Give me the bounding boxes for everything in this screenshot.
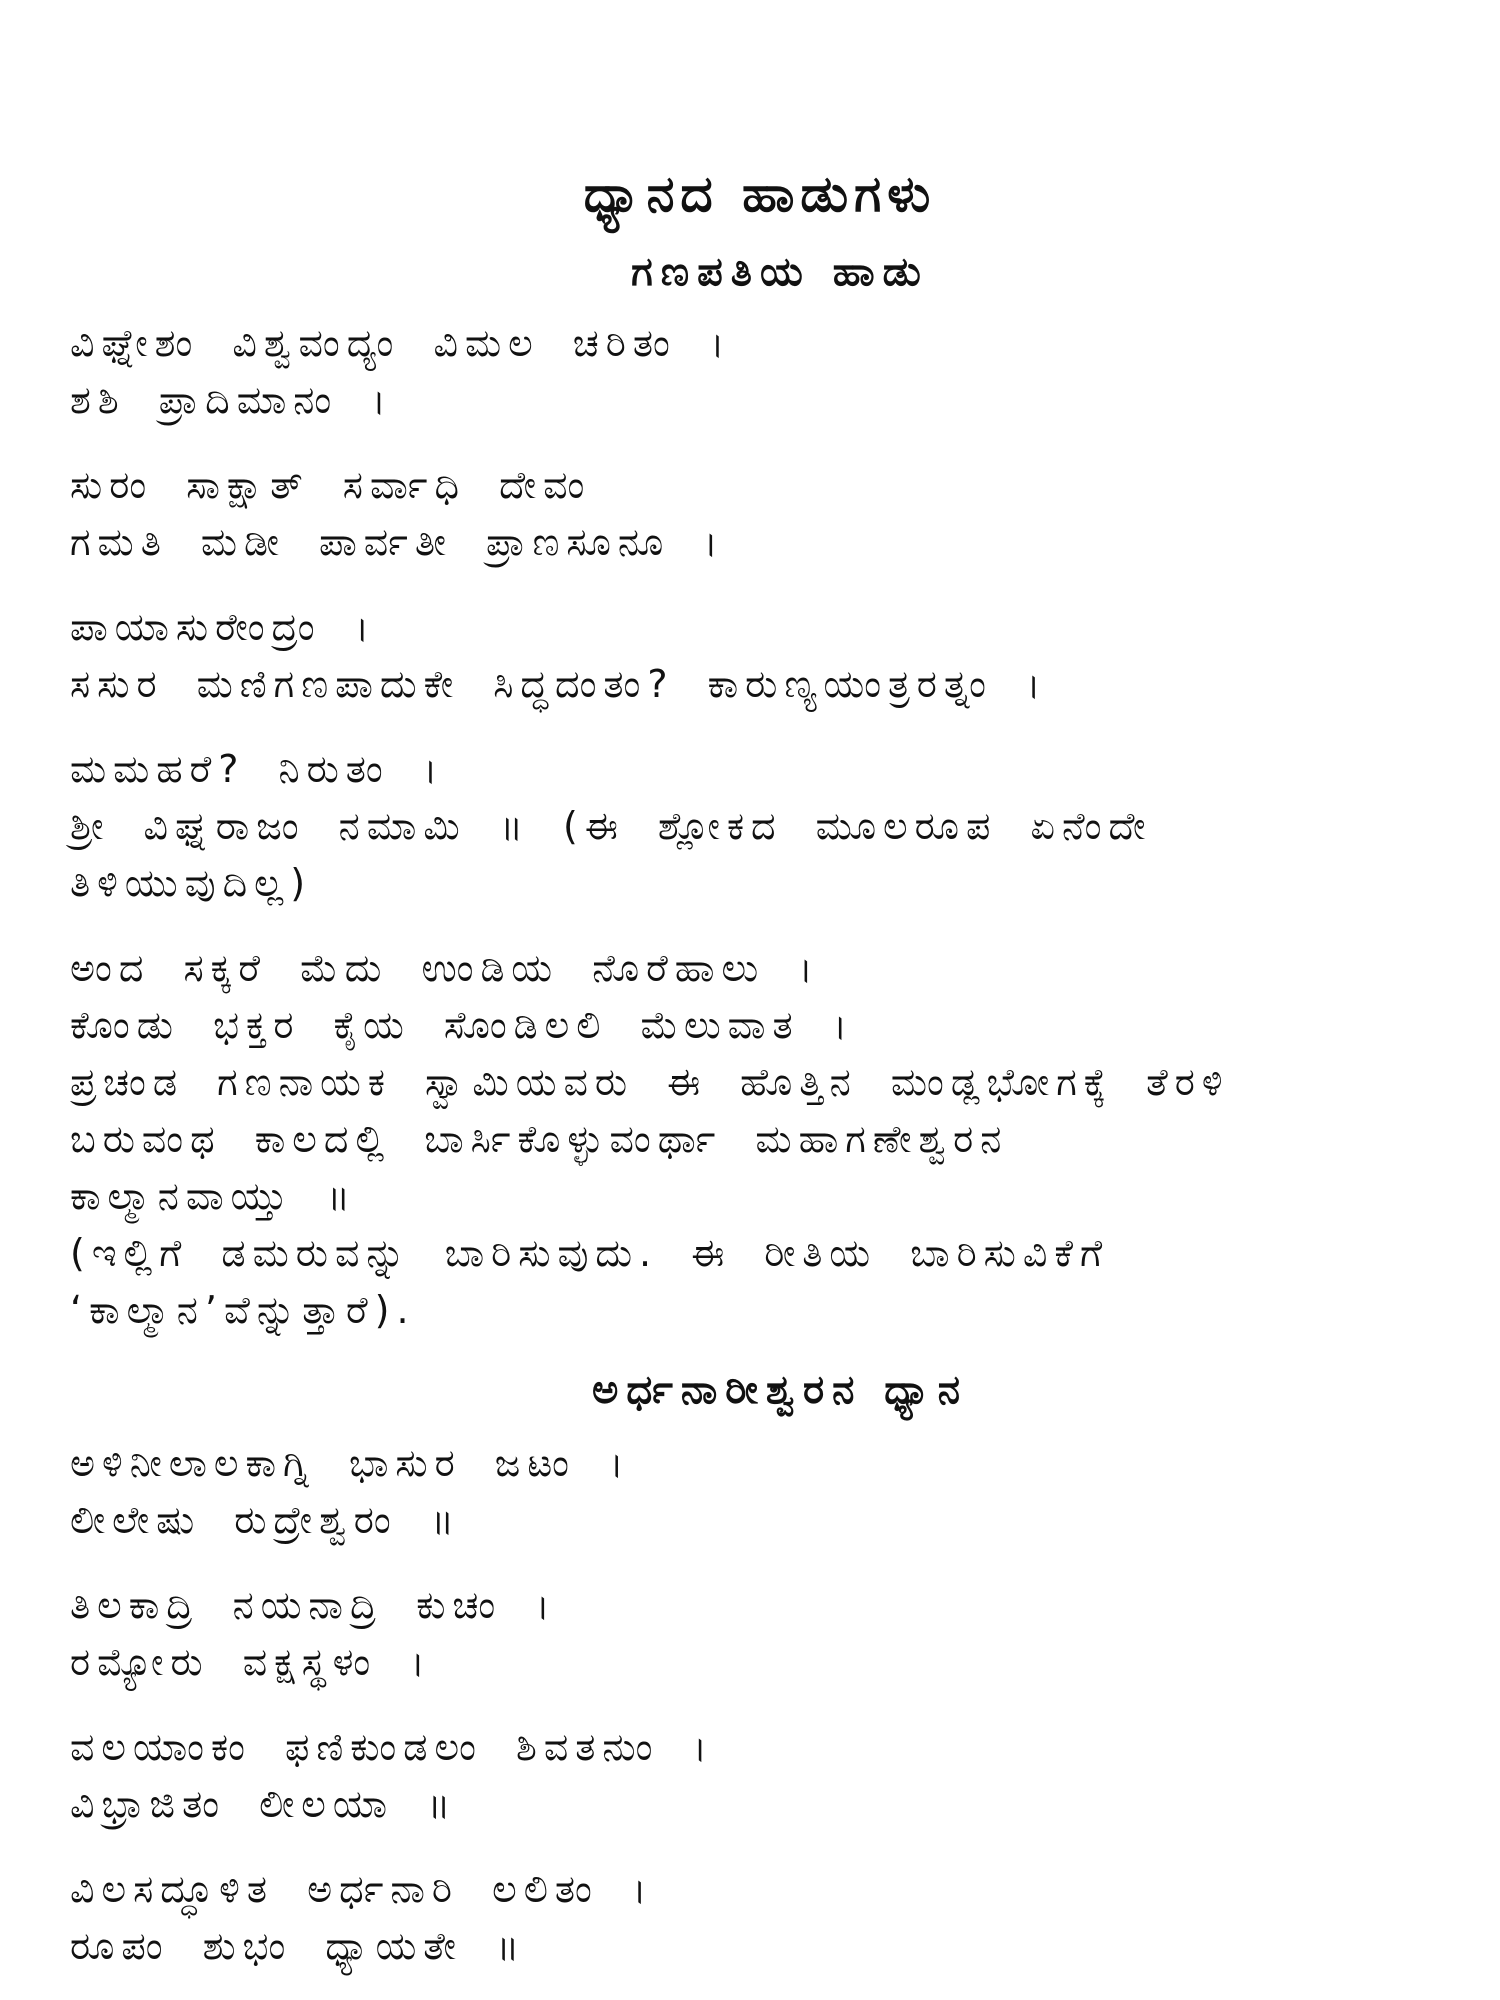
verse-line: ಅಳಿನೀಲಾಲಕಾಗ್ನಿ ಭಾಸುರ ಜಟಂ । [70, 1441, 631, 1485]
section-heading: ಗಣಪತಿಯ ಹಾಡು [631, 249, 929, 295]
stanza [70, 457, 1430, 571]
verse-line: ತಿಳಿಯುವುದಿಲ್ಲ) [70, 861, 313, 905]
verse-line: ವಿಭ್ರಾಜಿತಂ ಲೀಲಯಾ ॥ [70, 1782, 458, 1826]
stanza [70, 599, 1430, 713]
stanza [70, 741, 1430, 912]
verse-line: ವಿಲಸದ್ಧೂಳಿತ ಅರ್ಧನಾರಿ ಲಲಿತಂ । [70, 1867, 654, 1911]
stanza [70, 940, 1430, 1339]
verse-line: ಶಶಿ ಪ್ರಾದಿಮಾನಂ । [70, 378, 393, 422]
verse-line: ವಿಘ್ನೇಶಂ ವಿಶ್ವವಂದ್ಯಂ ವಿಮಲ ಚರಿತಂ । [70, 321, 732, 365]
verse-line: ರೂಪಂ ಶುಭಂ ಧ್ಯಾಯತೇ ॥ [70, 1924, 527, 1968]
verse-line: ಲೀಲೇಷು ರುದ್ರೇಶ್ವರಂ ॥ [70, 1498, 461, 1542]
verse-line: ಬರುವಂಥ ಕಾಲದಲ್ಲಿ ಬಾರ್ಸಿಕೊಳ್ಳುವಂರ್ಥಾ ಮಹಾಗಣೇಶ್ವರನ [70, 1117, 1009, 1161]
stanza [70, 315, 1430, 429]
verse-line: ತಿಲಕಾದ್ರಿ ನಯನಾದ್ರಿ ಕುಚಂ । [70, 1583, 557, 1627]
section-ganapati-song [70, 249, 1430, 1339]
section-ardhanarishvara-meditation [70, 1367, 1430, 1975]
verse-line: (ಇಲ್ಲಿಗೆ ಡಮರುವನ್ನು ಬಾರಿಸುವುದು. ಈ ರೀತಿಯ ಬಾರಿಸುವಿಕೆಗೆ [70, 1231, 1110, 1275]
stanza [70, 1577, 1430, 1691]
verse-line: ವಲಯಾಂಕಂ ಫಣಿಕುಂಡಲಂ ಶಿವತನುಂ । [70, 1725, 714, 1769]
verse-line: ಪ್ರಚಂಡ ಗಣನಾಯಕ ಸ್ವಾಮಿಯವರು ಈ ಹೊತ್ತಿನ ಮಂಡ್ಲಭೋಗಕ್ಕೆ ತೆರಳಿ [70, 1060, 1230, 1104]
verse-line: ಸಸುರ ಮಣಿಗಣಪಾದುಕೇ ಸಿದ್ಧದಂತಂ? ಕಾರುಣ್ಯಯಂತ್ರರತ್ನಂ । [70, 662, 1048, 706]
section-heading: ಅರ್ಧನಾರೀಶ್ವರನ ಧ್ಯಾನ [591, 1367, 969, 1413]
verse-line: ಸುರಂ ಸಾಕ್ಷಾತ್ ಸರ್ವಾಧಿ ದೇವಂ [70, 463, 592, 507]
verse-line: ಅಂದ ಸಕ್ಕರೆ ಮೆದು ಉಂಡಿಯ ನೊರೆಹಾಲು । [70, 946, 820, 990]
verse-line: ಗಮತಿ ಮಡೀ ಪಾರ್ವತೀ ಪ್ರಾಣಸೂನೂ । [70, 520, 725, 564]
stanza [70, 1719, 1430, 1833]
verse-line: ಶ್ರೀ ವಿಘ್ನರಾಜಂ ನಮಾಮಿ ॥ (ಈ ಶ್ಲೋಕದ ಮೂಲರೂಪ ಏನೆಂದೇ [70, 804, 1153, 848]
verse-line: ರಮ್ಯೋರು ವಕ್ಷಸ್ಥಳಂ । [70, 1640, 432, 1684]
stanza [70, 1435, 1430, 1549]
verse-line: ‘ಕಾಲ್ಮಾನ’ವೆನ್ನುತ್ತಾರೆ). [70, 1288, 416, 1332]
page-title: ಧ್ಯಾನದ ಹಾಡುಗಳು [583, 165, 937, 223]
verse-line: ಕೊಂಡು ಭಕ್ತರ ಕೈಯ ಸೊಂಡಿಲಲಿ ಮೆಲುವಾತ । [70, 1003, 855, 1047]
verse-line: ಕಾಲ್ಮಾನವಾಯ್ತು ॥ [70, 1174, 357, 1218]
verse-line: ಪಾಯಾಸುರೇಂದ್ರಂ । [70, 605, 377, 649]
verse-line: ಮಮಹರೆ? ನಿರುತಂ । [70, 747, 445, 791]
stanza [70, 1861, 1430, 1975]
